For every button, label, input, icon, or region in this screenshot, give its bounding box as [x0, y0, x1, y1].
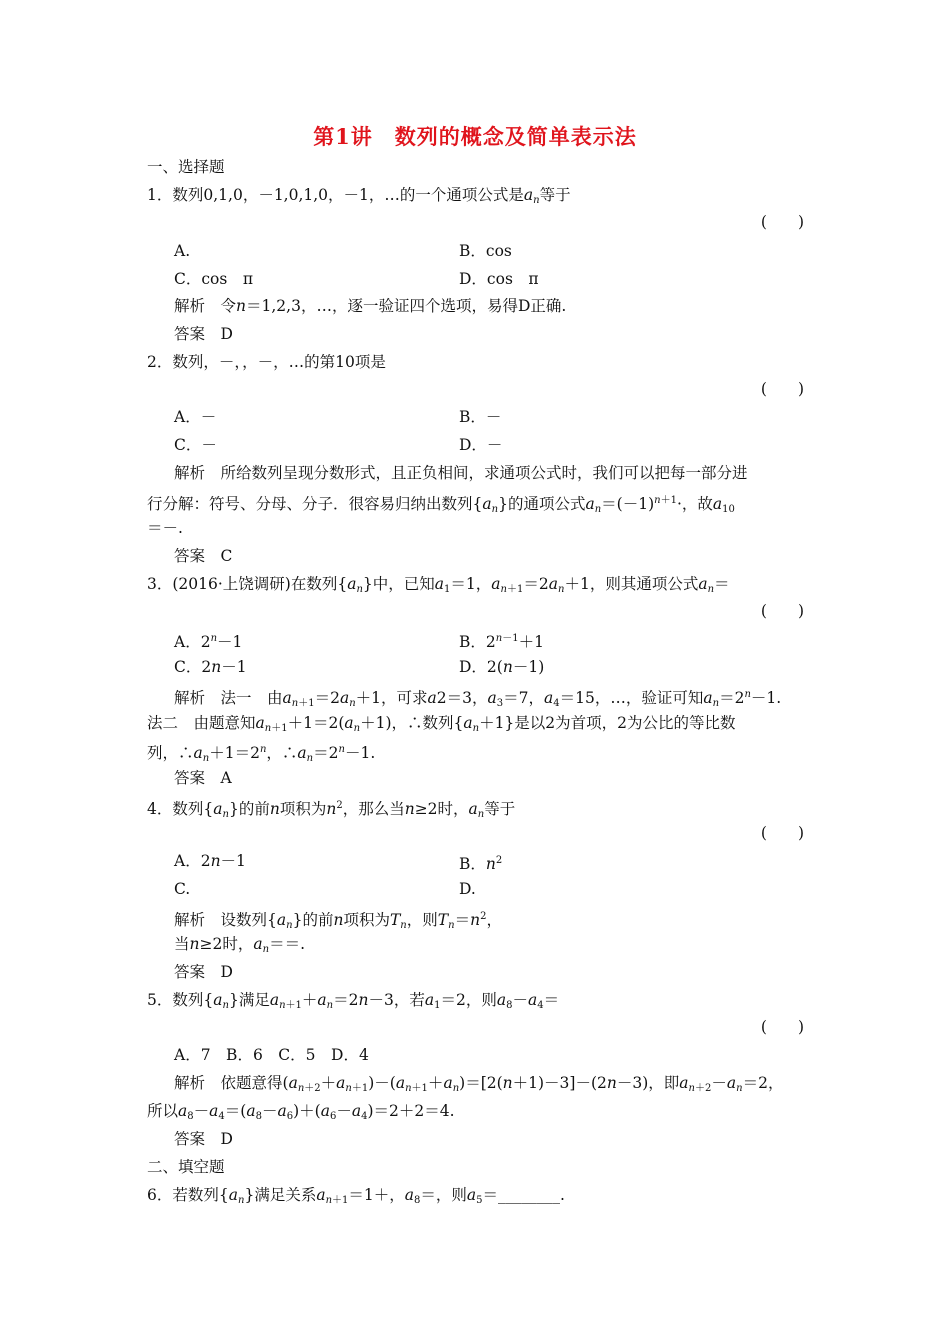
- question-4-answer: 答案 D: [174, 963, 233, 981]
- question-5-analysis-line2: 所以$a_8-a_4=(a_8-a_6)+(a_6-a_4)=2+2=4$.: [147, 1102, 455, 1122]
- option-d: D.: [459, 880, 476, 898]
- section-heading-fill: 二、填空题: [147, 1158, 225, 1176]
- option-a: A．－: [174, 408, 217, 426]
- question-2-answer: 答案 C: [174, 547, 233, 565]
- question-2-analysis-line3: ＝－.: [147, 519, 183, 537]
- question-3-answer: 答案 A: [174, 769, 232, 787]
- question-1-analysis: 解析 令n＝1,2,3，…，逐一验证四个选项，易得D正确.: [174, 297, 567, 315]
- question-3-analysis-line1: 解析 法一 由$a_{n+1}=2a_n+1$，可求a2＝3，$a_3=7$，$a_4=15$，…，验证可知$a_n=2^n-1$.: [174, 689, 782, 709]
- option-c: C．－: [174, 436, 217, 454]
- question-5-analysis-line1: 解析 依题意得$(a_{n+2}+a_{n+1})-(a_{n+1}+a_n)=[2(n+1)-3]-(2n-3)$，即$a_{n+2}-a_n=2$，: [174, 1074, 784, 1094]
- answer-paren: ( ): [760, 1018, 804, 1036]
- answer-paren: ( ): [760, 213, 804, 231]
- question-5-options: A．7 B．6 C．5 D．4: [174, 1046, 369, 1064]
- option-d: D．2(n－1): [459, 658, 545, 676]
- option-c: C.: [174, 880, 191, 898]
- option-a: A．2n－1: [174, 852, 246, 870]
- question-3-stem: 3．(2016·上饶调研)在数列$\{a_n\}$中，已知$a_1=1$，$a_{n+1}=2a_n+1$，则其通项公式$a_n=$: [147, 575, 730, 595]
- question-1-stem: 1．数列0,1,0，－1,0,1,0，－1，…的一个通项公式是$a_n$等于: [147, 186, 571, 206]
- answer-paren: ( ): [760, 380, 804, 398]
- question-3-analysis-line3: 列，$\therefore a_n+1=2^n$，$\therefore a_n=2^n-1$.: [147, 744, 376, 764]
- question-4-stem: 4．数列$\{a_n\}$的前n项积为$n^2$，那么当n≥2时，$a_n$等于: [147, 800, 516, 820]
- page-title: 第1讲 数列的概念及简单表示法: [313, 124, 637, 149]
- question-3-analysis-line2: 法二 由题意知$a_{n+1}+1=2(a_n+1)$，∴数列$\{a_n+1\}$是以2为首项，2为公比的等比数: [147, 714, 736, 734]
- question-2-stem: 2．数列，－，，－，…的第10项是: [147, 353, 386, 371]
- option-a: A.: [174, 242, 191, 260]
- answer-paren: ( ): [760, 602, 804, 620]
- question-5-answer: 答案 D: [174, 1130, 233, 1148]
- question-4-analysis-line1: 解析 设数列$\{a_n\}$的前n项积为$T_n$，则$T_n=n^2$，: [174, 911, 502, 931]
- question-1-answer: 答案 D: [174, 325, 233, 343]
- option-b: B．$n^2$: [459, 855, 503, 873]
- option-b: B．$2^{n-1}+1$: [459, 633, 544, 651]
- option-c: C．2n－1: [174, 658, 247, 676]
- answer-paren: ( ): [760, 824, 804, 842]
- option-d: D．－: [459, 436, 503, 454]
- question-4-analysis-line2: 当n≥2时，$a_n==$.: [174, 935, 305, 955]
- question-5-stem: 5．数列$\{a_n\}$满足$a_{n+1}+a_n=2n-3$，若$a_1=2$，则$a_8-a_4=$: [147, 991, 560, 1011]
- option-b: B．cos: [459, 242, 512, 260]
- section-heading-choice: 一、选择题: [147, 158, 225, 176]
- option-d: D．cos π: [459, 270, 539, 288]
- question-2-analysis-line1: 解析 所给数列呈现分数形式，且正负相间，求通项公式时，我们可以把每一部分进: [174, 464, 748, 482]
- option-b: B．－: [459, 408, 502, 426]
- option-c: C．cos π: [174, 270, 254, 288]
- option-a: A．$2^n-1$: [174, 633, 243, 651]
- question-2-analysis-line2: 行分解：符号、分母、分子．很容易归纳出数列$\{a_n\}$的通项公式$a_n=(-1)^{n+1}\cdot$，故$a_{10}$: [147, 495, 735, 515]
- question-6-stem: 6．若数列$\{a_n\}$满足关系$a_{n+1}=1+$，$a_8=$，则$a_5=\_\_\_\_\_\_\_\_$.: [147, 1186, 565, 1206]
